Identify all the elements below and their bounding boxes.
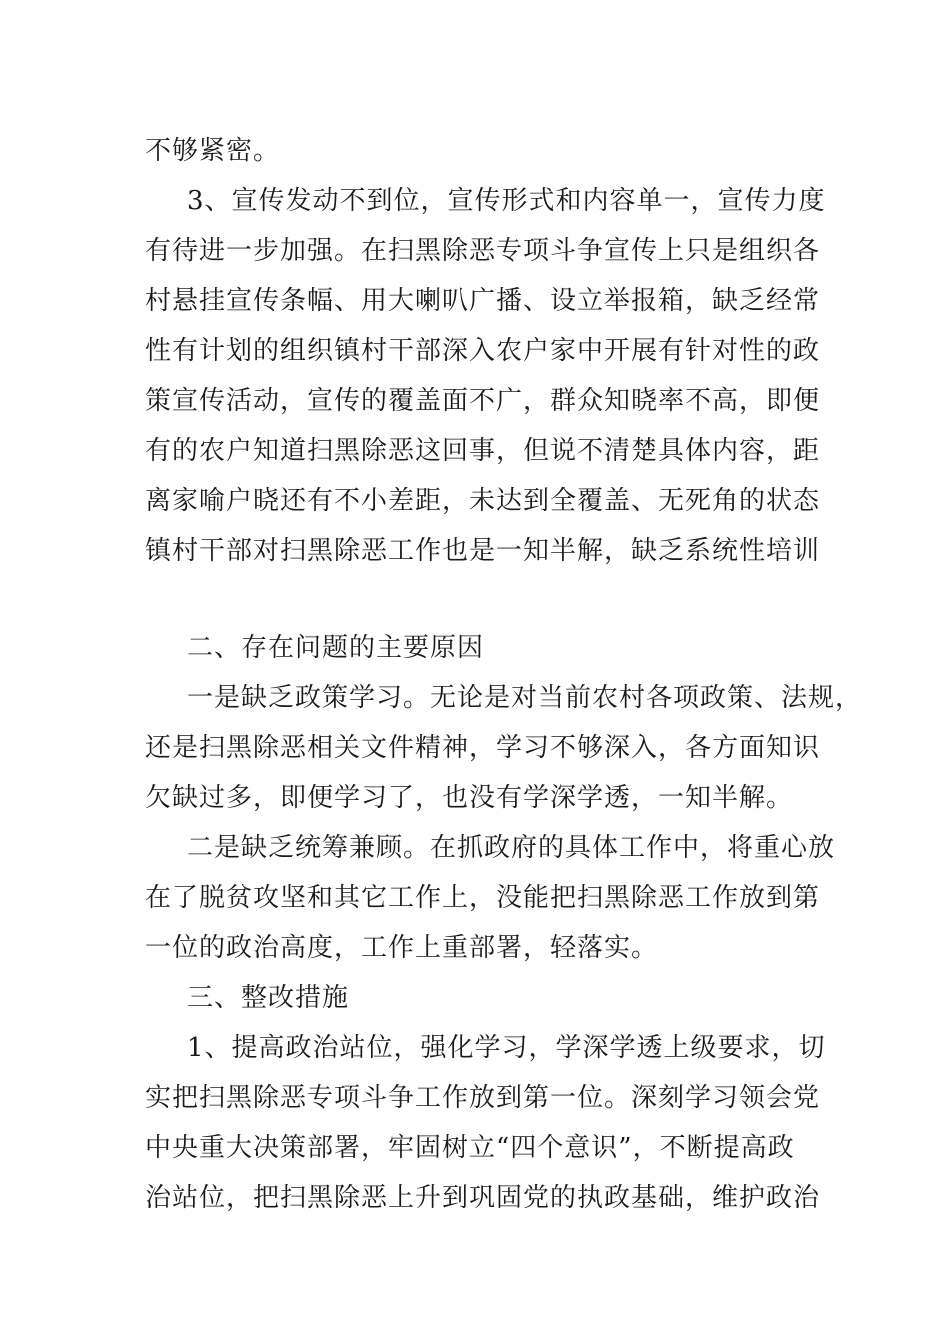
text-line: 中央重大决策部署，牢固树立“四个意识”，不断提高政 <box>145 1133 795 1163</box>
section-heading: 三、整改措施 <box>187 983 350 1013</box>
text-line: 治站位，把扫黑除恶上升到巩固党的执政基础，维护政治 <box>145 1183 821 1213</box>
text-line: 在了脱贫攻坚和其它工作上，没能把扫黑除恶工作放到第 <box>145 883 821 913</box>
text-line: 欠缺过多，即便学习了，也没有学深学透，一知半解。 <box>145 783 794 813</box>
text-line: 策宣传活动，宣传的覆盖面不广，群众知晓率不高，即便 <box>145 386 821 416</box>
text-line: 有待进一步加强。在扫黑除恶专项斗争宣传上只是组织各 <box>145 236 821 266</box>
text-line: 还是扫黑除恶相关文件精神，学习不够深入，各方面知识 <box>145 733 821 763</box>
text-line: 一位的政治高度，工作上重部署，轻落实。 <box>145 933 659 963</box>
text-line: 镇村干部对扫黑除恶工作也是一知半解，缺乏系统性培训 <box>145 536 821 566</box>
text-line: 村悬挂宣传条幅、用大喇叭广播、设立举报箱，缺乏经常 <box>145 286 821 316</box>
text-line: 性有计划的组织镇村干部深入农户家中开展有针对性的政 <box>145 336 821 366</box>
text-line: 离家喻户晓还有不小差距，未达到全覆盖、无死角的状态 <box>145 486 821 516</box>
section-heading: 二、存在问题的主要原因 <box>187 633 485 663</box>
text-line: 有的农户知道扫黑除恶这回事，但说不清楚具体内容，距 <box>145 436 821 466</box>
text-line: 3、宣传发动不到位，宣传形式和内容单一，宣传力度 <box>187 186 826 216</box>
text-line: 二是缺乏统筹兼顾。在抓政府的具体工作中，将重心放 <box>187 833 836 863</box>
text-line: 不够紧密。 <box>145 136 281 166</box>
text-line: 1、提高政治站位，强化学习，学深学透上级要求，切 <box>187 1033 826 1063</box>
text-line: 实把扫黑除恶专项斗争工作放到第一位。深刻学习领会党 <box>145 1083 821 1113</box>
text-line: 一是缺乏政策学习。无论是对当前农村各项政策、法规， <box>187 683 863 713</box>
